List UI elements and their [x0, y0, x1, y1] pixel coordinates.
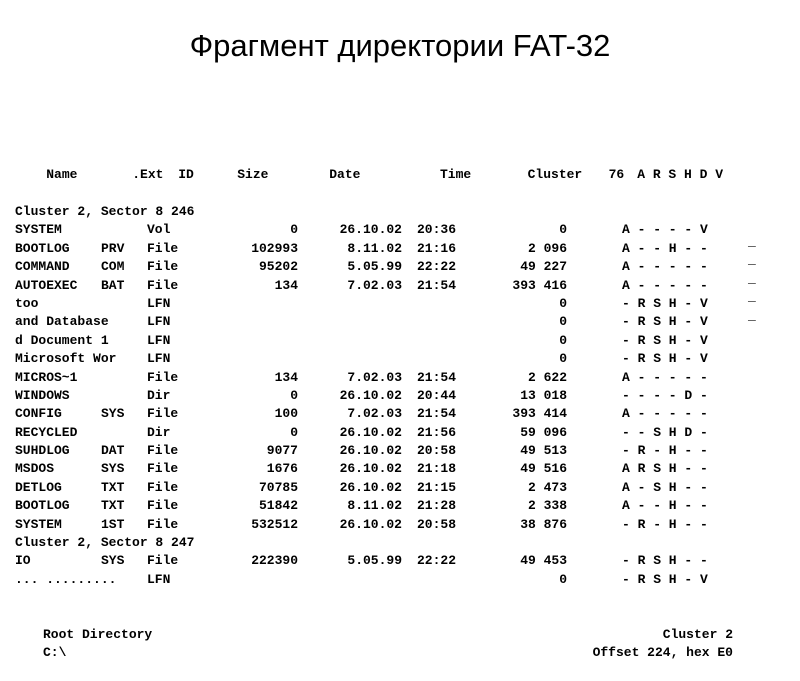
entry-attrs: A - - - - - — [622, 277, 708, 293]
header-size: Size — [237, 167, 269, 183]
entry-cluster: 393 414 — [512, 406, 567, 422]
header-time: Time — [440, 167, 472, 183]
entry-date: 26.10.02 — [339, 424, 402, 440]
entry-time: 21:15 — [416, 479, 456, 495]
entry-name: RECYCLED — [15, 424, 78, 440]
entry-size: 532512 — [251, 516, 298, 532]
directory-entry-row — [15, 516, 741, 534]
entry-attrs: - R S H - V — [622, 571, 708, 587]
header-id: ID — [178, 167, 194, 183]
entry-attrs: - R S H - - — [622, 553, 708, 569]
entry-id: File — [147, 443, 179, 459]
entry-attrs: - R - H - - — [622, 516, 708, 532]
entry-name: DETLOG — [15, 479, 62, 495]
entry-time: 21:54 — [416, 369, 456, 385]
entry-attrs: A - - - - V — [622, 222, 708, 238]
entry-time: 20:36 — [416, 222, 456, 238]
side-mark: _ — [748, 234, 756, 249]
entry-attrs: - R S H - V — [622, 314, 708, 330]
entry-size: 134 — [274, 369, 298, 385]
entry-cluster: 2 096 — [527, 240, 567, 256]
directory-entry-row — [15, 313, 741, 331]
entry-ext: SYS — [101, 461, 125, 477]
entry-time: 21:54 — [416, 406, 456, 422]
entry-id: Dir — [147, 387, 171, 403]
entry-attrs: A - S H - - — [622, 479, 708, 495]
entry-attrs: - R - H - - — [622, 443, 708, 459]
slide-title: Фрагмент директории FAT-32 — [189, 28, 611, 63]
directory-rows — [15, 203, 741, 589]
entry-time: 20:44 — [416, 387, 456, 403]
entry-size: 1676 — [266, 461, 298, 477]
cluster-sector-label: Cluster 2, Sector 8 247 — [15, 535, 195, 551]
side-mark: _ — [748, 307, 756, 323]
header-date: Date — [329, 167, 361, 183]
entry-name: SUHDLOG — [15, 443, 70, 459]
entry-name: IO — [15, 553, 31, 569]
entry-id: File — [147, 406, 179, 422]
entry-name: Microsoft Wor — [15, 351, 117, 367]
entry-date: 5.05.99 — [347, 259, 402, 275]
footer-right: Cluster 2 — [662, 627, 733, 643]
entry-size: 0 — [290, 387, 298, 403]
entry-attrs: - R S H - V — [622, 351, 708, 367]
entry-date: 7.02.03 — [347, 406, 402, 422]
entry-id: Vol — [147, 222, 171, 238]
entry-attrs: A R S H - - — [622, 461, 708, 477]
directory-entry-row — [15, 497, 741, 515]
entry-date: 26.10.02 — [339, 479, 402, 495]
entry-cluster: 2 622 — [527, 369, 567, 385]
entry-id: File — [147, 498, 179, 514]
directory-entry-row — [15, 240, 741, 258]
directory-entry-row — [15, 332, 741, 350]
entry-time: 21:18 — [416, 461, 456, 477]
entry-name: SYSTEM — [15, 222, 62, 238]
entry-id: LFN — [147, 332, 171, 348]
entry-id: LFN — [147, 314, 171, 330]
entry-cluster: 49 516 — [520, 461, 567, 477]
entry-id: Dir — [147, 424, 171, 440]
entry-date: 7.02.03 — [347, 277, 402, 293]
entry-date: 26.10.02 — [339, 443, 402, 459]
entry-attrs: A - - - - - — [622, 369, 708, 385]
entry-attrs: A - - H - - — [622, 240, 708, 256]
entry-ext: SYS — [101, 406, 125, 422]
entry-ext: COM — [101, 259, 125, 275]
entry-cluster: 0 — [559, 571, 567, 587]
entry-id: File — [147, 240, 179, 256]
entry-id: LFN — [147, 351, 171, 367]
footer-left: C:\ — [43, 645, 67, 661]
side-mark: _ — [748, 270, 756, 286]
entry-id: File — [147, 479, 179, 495]
entry-date: 8.11.02 — [347, 240, 402, 256]
directory-entry-row — [15, 258, 741, 276]
directory-entry-row — [15, 571, 741, 589]
entry-date: 5.05.99 — [347, 553, 402, 569]
footer-line — [15, 626, 741, 644]
entry-size: 70785 — [258, 479, 298, 495]
footer-right: Offset 224, hex E0 — [592, 645, 733, 661]
column-header-row — [15, 148, 741, 183]
directory-entry-row — [15, 405, 741, 423]
entry-id: File — [147, 516, 179, 532]
entry-name: MSDOS — [15, 461, 55, 477]
entry-attrs: - R S H - V — [622, 332, 708, 348]
header-name: Name — [46, 167, 78, 183]
entry-attrs: A - - H - - — [622, 498, 708, 514]
directory-entry-row — [15, 460, 741, 478]
entry-id: File — [147, 369, 179, 385]
entry-ext: SYS — [101, 553, 125, 569]
entry-cluster: 59 096 — [520, 424, 567, 440]
directory-entry-row — [15, 479, 741, 497]
header-attrs: A R S H D V — [637, 167, 724, 183]
entry-date: 26.10.02 — [339, 387, 402, 403]
entry-time: 21:56 — [416, 424, 456, 440]
entry-attrs: A - - - - - — [622, 406, 708, 422]
entry-name: too — [15, 295, 39, 311]
entry-ext: TXT — [101, 479, 125, 495]
entry-size: 9077 — [266, 443, 298, 459]
directory-entry-row — [15, 552, 741, 570]
entry-name: d Document 1 — [15, 332, 109, 348]
footer-line — [15, 644, 741, 662]
directory-entry-row — [15, 295, 741, 313]
directory-entry-row — [15, 277, 741, 295]
entry-ext: PRV — [101, 240, 125, 256]
entry-name: BOOTLOG — [15, 240, 70, 256]
entry-name: SYSTEM — [15, 516, 62, 532]
cluster-sector-label: Cluster 2, Sector 8 246 — [15, 204, 195, 220]
entry-id: LFN — [147, 295, 171, 311]
entry-size: 95202 — [258, 259, 298, 275]
entry-date: 8.11.02 — [347, 498, 402, 514]
entry-name: CONFIG — [15, 406, 62, 422]
entry-id: File — [147, 259, 179, 275]
entry-name: COMMAND — [15, 259, 70, 275]
entry-id: File — [147, 461, 179, 477]
directory-entry-row — [15, 369, 741, 387]
entry-time: 20:58 — [416, 443, 456, 459]
entry-id: LFN — [147, 571, 171, 587]
entry-cluster: 13 018 — [520, 387, 567, 403]
entry-ext: TXT — [101, 498, 125, 514]
header-76: 76 — [608, 167, 625, 183]
entry-size: 0 — [290, 424, 298, 440]
entry-attrs: - - S H D - — [622, 424, 708, 440]
entry-name: MICROS~1 — [15, 369, 78, 385]
listing-footer — [15, 626, 741, 663]
entry-cluster: 0 — [559, 351, 567, 367]
entry-cluster: 0 — [559, 222, 567, 238]
entry-cluster: 393 416 — [512, 277, 567, 293]
entry-date: 7.02.03 — [347, 369, 402, 385]
directory-entry-row — [15, 350, 741, 368]
header-cluster: Cluster — [527, 167, 583, 183]
header-ext: .Ext — [132, 167, 164, 183]
side-mark: _ — [748, 252, 756, 268]
entry-name: WINDOWS — [15, 387, 70, 403]
side-marks — [748, 233, 756, 325]
entry-cluster: 0 — [559, 332, 567, 348]
entry-id: File — [147, 277, 179, 293]
entry-cluster: 2 338 — [527, 498, 567, 514]
entry-date: 26.10.02 — [339, 461, 402, 477]
entry-size: 100 — [274, 406, 298, 422]
entry-ext: 1ST — [101, 516, 125, 532]
entry-attrs: - R S H - V — [622, 295, 708, 311]
entry-attrs: - - - - D - — [622, 387, 708, 403]
entry-size: 222390 — [251, 553, 298, 569]
entry-cluster: 0 — [559, 295, 567, 311]
entry-cluster: 49 513 — [520, 443, 567, 459]
directory-entry-row — [15, 424, 741, 442]
entry-time: 21:16 — [416, 240, 456, 256]
entry-time: 22:22 — [416, 259, 456, 275]
entry-cluster: 0 — [559, 314, 567, 330]
side-mark: _ — [748, 289, 756, 305]
directory-entry-row — [15, 442, 741, 460]
entry-time: 22:22 — [416, 553, 456, 569]
entry-date: 26.10.02 — [339, 516, 402, 532]
directory-entry-row — [15, 387, 741, 405]
entry-attrs: A - - - - - — [622, 259, 708, 275]
entry-size: 0 — [290, 222, 298, 238]
directory-entry-row — [15, 221, 741, 239]
entry-time: 21:28 — [416, 498, 456, 514]
entry-size: 102993 — [251, 240, 298, 256]
directory-listing — [15, 111, 741, 681]
entry-size: 51842 — [258, 498, 298, 514]
entry-cluster: 38 876 — [520, 516, 567, 532]
entry-cluster: 49 227 — [520, 259, 567, 275]
entry-ext: DAT — [101, 443, 125, 459]
entry-date: 26.10.02 — [339, 222, 402, 238]
entry-time: 21:54 — [416, 277, 456, 293]
entry-cluster: 2 473 — [527, 479, 567, 495]
entry-ext: BAT — [101, 277, 125, 293]
entry-size: 134 — [274, 277, 298, 293]
entry-name: BOOTLOG — [15, 498, 70, 514]
entry-id: File — [147, 553, 179, 569]
entry-name: AUTOEXEC — [15, 277, 78, 293]
entry-time: 20:58 — [416, 516, 456, 532]
footer-left: Root Directory — [43, 627, 153, 643]
entry-cluster: 49 453 — [520, 553, 567, 569]
entry-name: ... ......... — [15, 571, 117, 587]
entry-name: and Database — [15, 314, 109, 330]
